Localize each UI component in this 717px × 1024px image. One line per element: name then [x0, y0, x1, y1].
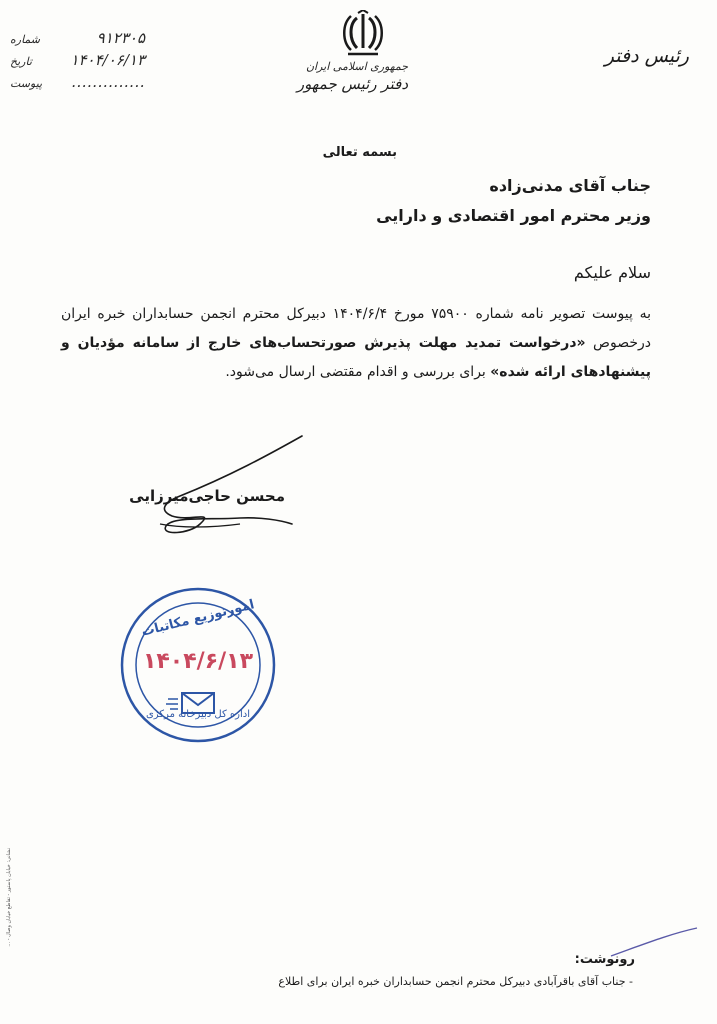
- attachment-row: [10, 72, 145, 94]
- side-address-note: نشانی: خیابان پاستور - تقاطع خیابان وصال - ...: [6, 848, 12, 947]
- signer-name: محسن حاجی‌میرزایی: [129, 487, 285, 505]
- greeting: سلام علیکم: [573, 263, 651, 282]
- recipient-name: جناب آقای مدنی‌زاده: [489, 176, 651, 195]
- iran-emblem-icon: [340, 10, 386, 58]
- stamp-title: امورتوزیع مکاتبات: [140, 597, 256, 640]
- body-intro: به پیوست تصویر نامه شماره ۷۵۹۰۰ مورخ ۱۴۰۴/۶/۴ دبیرکل محترم انجمن حسابداران خبره ایران درخصوص: [61, 306, 651, 351]
- letter-body: [61, 300, 651, 387]
- office-name: دفتر رئیس جمهور: [296, 75, 408, 93]
- cc-recipient: - جناب آقای باقرآبادی دبیرکل محترم انجمن حسابداران خبره ایران برای اطلاع: [278, 975, 633, 988]
- date-label: تاریخ: [10, 55, 32, 68]
- attachment-value: ..............: [71, 73, 145, 91]
- cc-label: رونوشت:: [574, 952, 635, 967]
- letter-number: ۹۱۲۳۰۵: [96, 29, 145, 47]
- date-row: [10, 50, 145, 72]
- chief-of-staff-heading: رئیس دفتر: [604, 45, 689, 67]
- registry-stamp: [118, 585, 278, 745]
- stamp-date: ۱۴۰۴/۶/۱۳: [142, 649, 254, 674]
- number-row: [10, 28, 145, 50]
- basmala: بسمه تعالی: [322, 145, 397, 160]
- attachment-label: پیوست: [10, 77, 43, 90]
- body-closing: برای بررسی و اقدام مقتضی ارسال می‌شود.: [225, 364, 486, 380]
- body-subject: «درخواست تمدید مهلت پذیرش صورتحساب‌های خارج از سامانه مؤدیان و پیشنهادهای ارائه شده»: [61, 335, 651, 380]
- recipient-title: وزیر محترم امور اقتصادی و دارایی: [376, 206, 651, 225]
- emblem-title: جمهوری اسلامی ایران: [305, 60, 408, 73]
- letter-date: ۱۴۰۴/۰۶/۱۳: [70, 51, 145, 69]
- emblem-block: [296, 10, 408, 110]
- letter-meta: [10, 28, 145, 94]
- number-label: شماره: [10, 33, 41, 46]
- stamp-footer: اداره کل دبیرخانه مرکزی: [145, 709, 251, 720]
